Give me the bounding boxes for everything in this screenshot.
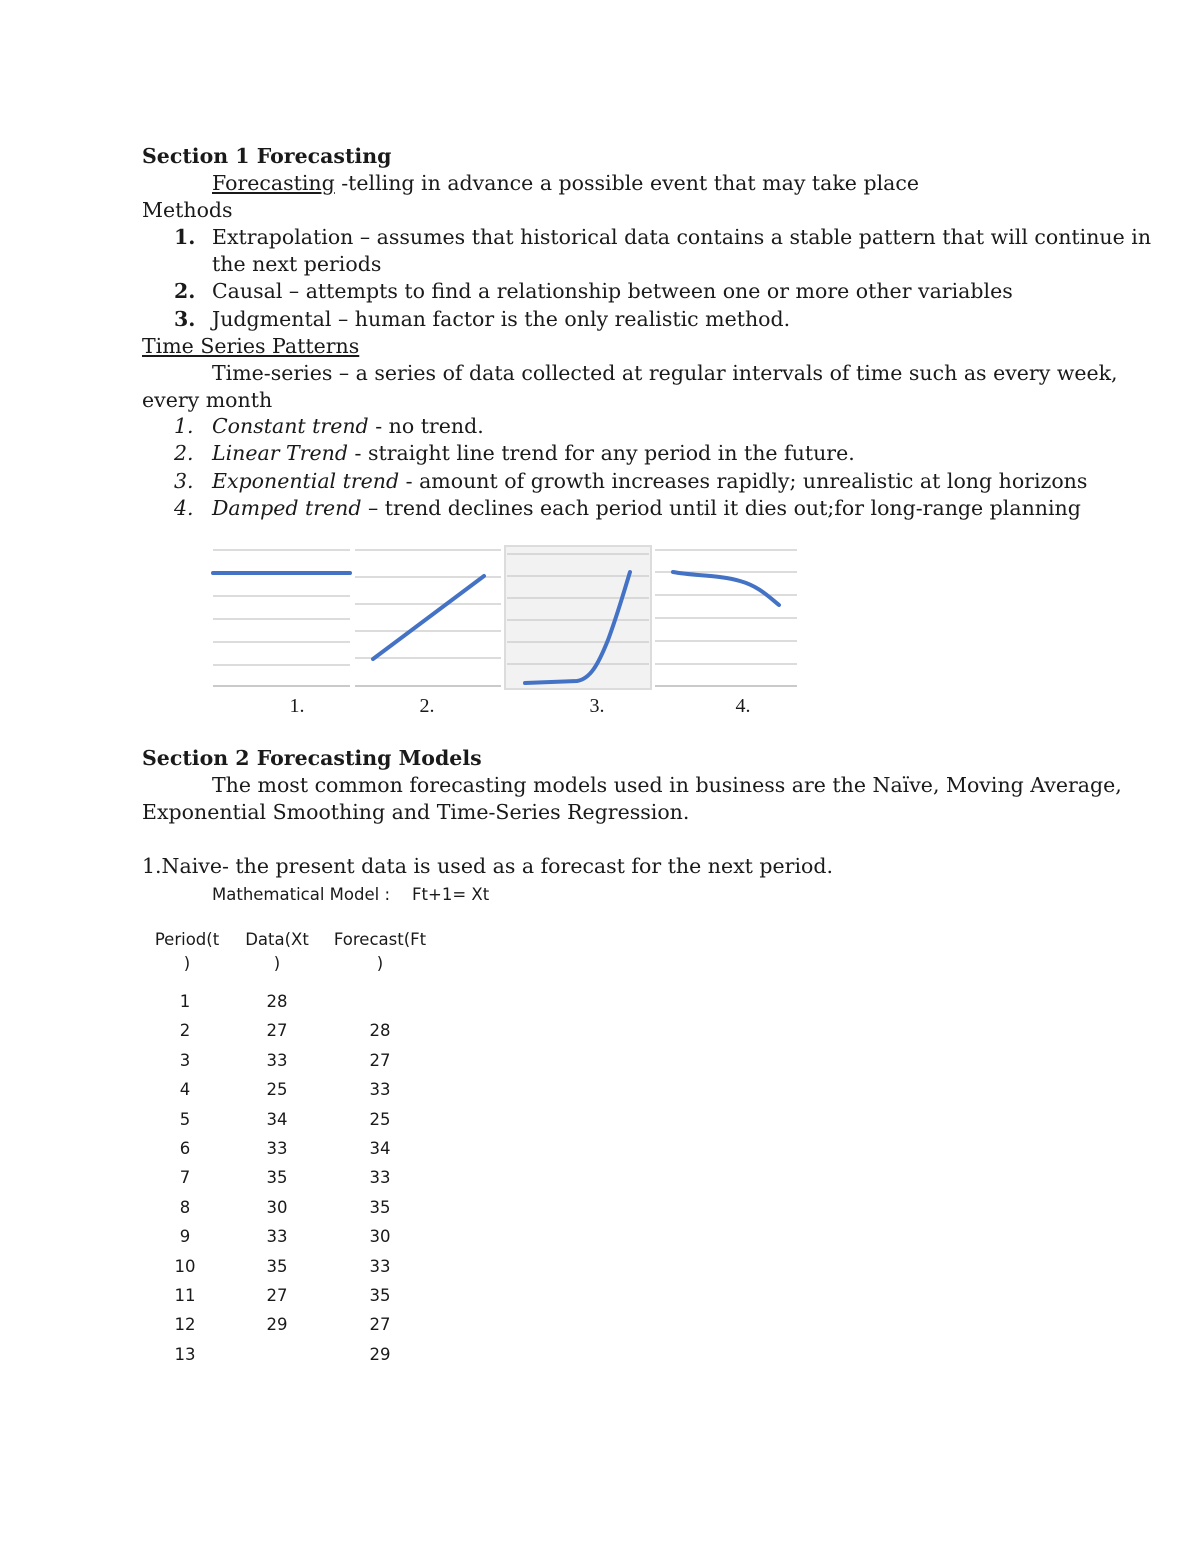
- forecast-cell: 25: [369, 1109, 391, 1129]
- linear-trend-line: [373, 576, 484, 659]
- timeseries-definition-cont: every month: [142, 388, 273, 412]
- pattern-number: 2.: [174, 441, 194, 465]
- data-cell: 33: [266, 1050, 288, 1070]
- pattern-term: Constant trend: [212, 414, 369, 438]
- methods-label: Methods: [142, 198, 233, 222]
- pattern-number: 4.: [174, 496, 194, 520]
- method-text: Extrapolation – assumes that historical data contains a stable pattern that will continue in: [212, 225, 1152, 249]
- pattern-item-2: [174, 440, 855, 467]
- math-model-formula: Ft+1= Xt: [412, 885, 490, 904]
- panel-1: [213, 550, 350, 686]
- damped-trend-line: [673, 572, 779, 605]
- pattern-desc: - no trend.: [368, 414, 484, 438]
- section2-intro-cont: Exponential Smoothing and Time-Series Regression.: [142, 800, 690, 824]
- data-cell: 29: [266, 1315, 288, 1335]
- method-item-2: [174, 278, 1013, 305]
- panel-3: [505, 546, 651, 689]
- pattern-desc: - straight line trend for any period in the future.: [347, 441, 855, 465]
- chart-label-1: 1.: [289, 695, 305, 717]
- period-cell: 10: [174, 1256, 196, 1276]
- trend-patterns-figure: [205, 540, 805, 720]
- period-cell: 6: [179, 1139, 191, 1158]
- period-cell: 13: [174, 1344, 196, 1364]
- chart-label-3: 3.: [589, 695, 605, 717]
- header-forecast: Forecast(Ft ): [333, 930, 427, 973]
- timeseries-definition: Time-series – a series of data collected at regular intervals of time such as every week,: [212, 361, 1118, 385]
- period-cell: 3: [179, 1050, 191, 1070]
- method-item-3: [174, 306, 790, 333]
- math-model-label: Mathematical Model :: [212, 885, 391, 904]
- pattern-item-4: [174, 495, 1081, 522]
- pattern-item-1: [174, 413, 484, 440]
- header-data: Data(Xt ): [245, 930, 309, 973]
- method-text: Causal – attempts to find a relationship between one or more other variables: [212, 279, 1013, 303]
- forecast-cell: 33: [369, 1256, 391, 1276]
- forecast-cell: 27: [369, 1315, 391, 1335]
- period-cell: 5: [179, 1109, 191, 1129]
- period-cell: 9: [179, 1227, 191, 1247]
- data-cell: 33: [266, 1139, 288, 1158]
- data-cell: 25: [266, 1080, 288, 1100]
- data-cell: 35: [266, 1168, 288, 1188]
- pattern-item-3: [174, 468, 1087, 495]
- panel-2: [355, 550, 501, 686]
- forecast-cell: 29: [369, 1344, 391, 1364]
- panel-4: [655, 550, 797, 686]
- definition-term: Forecasting: [212, 171, 335, 195]
- forecast-cell: 33: [369, 1168, 391, 1188]
- forecast-cell: 27: [369, 1050, 391, 1070]
- section2-title: Section 2 Forecasting Models: [142, 746, 482, 770]
- forecast-cell: 30: [369, 1227, 391, 1247]
- data-cell: 27: [266, 1021, 288, 1041]
- data-cell: 30: [266, 1197, 288, 1217]
- pattern-term: Damped trend: [212, 496, 362, 520]
- forecast-cell: 35: [369, 1286, 391, 1305]
- naive-description: 1.Naive- the present data is used as a forecast for the next period.: [142, 854, 834, 878]
- pattern-desc: – trend declines each period until it dies out;for long-range planning: [361, 496, 1081, 520]
- chart-label-2: 2.: [419, 695, 435, 717]
- method-number: 1.: [174, 225, 196, 249]
- forecast-cell: 34: [369, 1139, 391, 1158]
- period-cell: 2: [179, 1021, 191, 1041]
- period-cell: 7: [179, 1168, 191, 1188]
- section2-intro: The most common forecasting models used in business are the Naïve, Moving Average,: [212, 773, 1122, 797]
- data-cell: 33: [266, 1227, 288, 1247]
- data-cell: 35: [266, 1256, 288, 1276]
- pattern-term: Linear Trend: [212, 441, 348, 465]
- method-item-1-cont: the next periods: [212, 252, 382, 276]
- data-cell: 34: [266, 1109, 288, 1129]
- forecast-cell: 35: [369, 1197, 391, 1217]
- definition-text: -telling in advance a possible event that may take place: [334, 171, 919, 195]
- chart-label-4: 4.: [735, 695, 751, 717]
- forecasting-definition: [212, 170, 919, 197]
- period-cell: 11: [174, 1286, 196, 1305]
- data-cell: 27: [266, 1286, 288, 1305]
- pattern-number: 1.: [174, 414, 194, 438]
- forecast-cell: 33: [369, 1080, 391, 1100]
- data-cell: 28: [266, 992, 288, 1011]
- patterns-heading: Time Series Patterns: [142, 334, 360, 358]
- method-text: Judgmental – human factor is the only realistic method.: [212, 307, 791, 331]
- section1-title: Section 1 Forecasting: [142, 144, 392, 168]
- pattern-number: 3.: [174, 469, 194, 493]
- pattern-term: Exponential trend: [212, 469, 400, 493]
- method-number: 3.: [174, 307, 196, 331]
- forecast-cell: 28: [369, 1021, 391, 1041]
- period-cell: 12: [174, 1315, 196, 1335]
- period-cell: 1: [179, 992, 191, 1011]
- pattern-desc: - amount of growth increases rapidly; unrealistic at long horizons: [399, 469, 1088, 493]
- header-period: Period(t ): [154, 930, 220, 973]
- period-cell: 4: [179, 1080, 191, 1100]
- method-number: 2.: [174, 279, 196, 303]
- period-cell: 8: [179, 1197, 191, 1217]
- method-item-1: [174, 224, 1151, 251]
- math-model: [212, 881, 489, 908]
